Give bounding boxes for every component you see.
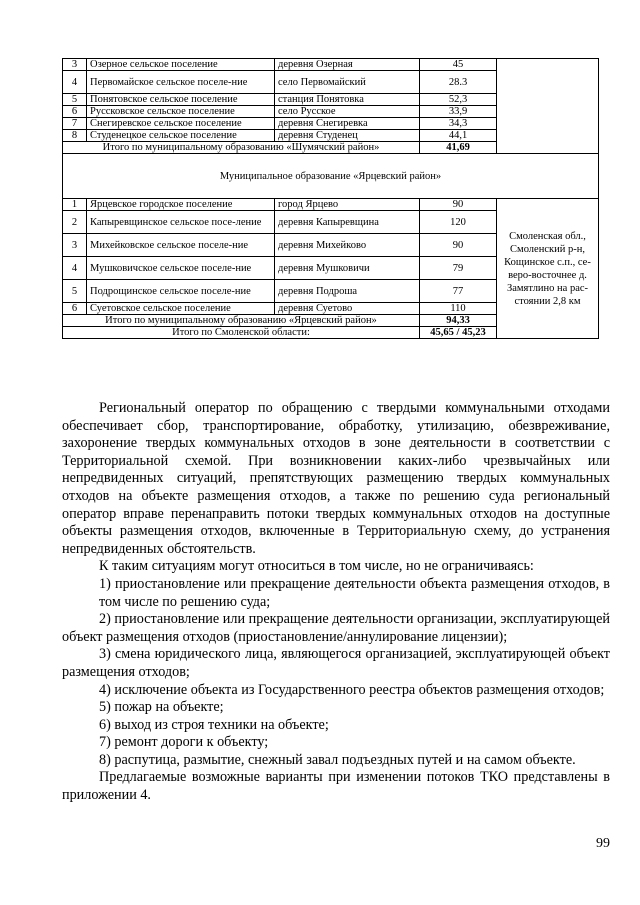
center-name: деревня Подроша — [275, 280, 420, 303]
total-label: Итого по муниципальному образованию «Ярцевский район» — [63, 315, 420, 327]
settlement-name: Мушковичское сельское поселе-ние — [87, 257, 275, 280]
distance-value: 28.3 — [420, 71, 497, 94]
center-name: город Ярцево — [275, 199, 420, 211]
center-name: деревня Мушковичи — [275, 257, 420, 280]
distance-value: 90 — [420, 199, 497, 211]
list-item: 2) приостановление или прекращение деятельности организации, эксплуатирующей объект размещения отходов (приостановление/аннулирование лицензии); — [62, 611, 610, 645]
settlement-name: Снегиревское сельское поселение — [87, 118, 275, 130]
settlement-name: Михейковское сельское поселе-ние — [87, 234, 275, 257]
total-value: 41,69 — [420, 142, 497, 154]
settlement-name: Капыревщинское сельское посе-ление — [87, 211, 275, 234]
settlement-name: Подрощинское сельское поселе-ние — [87, 280, 275, 303]
region-total-value: 45,65 / 45,23 — [420, 327, 497, 339]
row-number: 6 — [63, 106, 87, 118]
list-item: 4) исключение объекта из Государственного реестра объектов размещения отходов; — [99, 681, 605, 698]
center-name: деревня Снегиревка — [275, 118, 420, 130]
list-item: 3) смена юридического лица, являющегося организацией, эксплуатирующей объект размещения отходов; — [62, 646, 610, 680]
total-label: Итого по муниципальному образованию «Шумячский район» — [63, 142, 420, 154]
settlement-name: Студенецкое сельское поселение — [87, 130, 275, 142]
row-number: 2 — [63, 211, 87, 234]
empty-note-cell — [497, 59, 599, 154]
landfill-distance-table — [62, 58, 599, 339]
row-number: 1 — [63, 199, 87, 211]
row-number: 8 — [63, 130, 87, 142]
list-item: 1) приостановление или прекращение деятельности объекта размещения отходов, в том числе по решению суда; — [99, 575, 610, 610]
landfill-location-note: Смоленская обл., Смоленский р-н, Кощинское с.п., се-веро-восточнее д. Замятлино на рас-стоянии 2,8 км — [497, 199, 599, 339]
municipality-title: Муниципальное образование «Ярцевский район» — [63, 154, 599, 199]
center-name: деревня Студенец — [275, 130, 420, 142]
row-number: 7 — [63, 118, 87, 130]
settlement-name: Понятовское сельское поселение — [87, 94, 275, 106]
distance-value: 45 — [420, 59, 497, 71]
center-name: деревня Суетово — [275, 303, 420, 315]
list-item: 7) ремонт дороги к объекту; — [99, 734, 269, 751]
distance-value: 79 — [420, 257, 497, 280]
row-number: 6 — [63, 303, 87, 315]
table-row — [63, 199, 599, 211]
paragraph-appendix-reference: Предлагаемые возможные варианты при изменении потоков ТКО представлены в приложении 4. — [62, 769, 610, 804]
distance-value: 34,3 — [420, 118, 497, 130]
page-number: 99 — [596, 836, 610, 851]
row-number: 3 — [63, 59, 87, 71]
distance-value: 110 — [420, 303, 497, 315]
row-number: 4 — [63, 257, 87, 280]
center-name: деревня Капыревщина — [275, 211, 420, 234]
distance-value: 90 — [420, 234, 497, 257]
settlement-name: Руссковское сельское поселение — [87, 106, 275, 118]
row-number: 4 — [63, 71, 87, 94]
paragraph-situations-intro: К таким ситуациям могут относиться в том числе, но не ограничиваясь: — [99, 558, 534, 575]
distance-value: 33,9 — [420, 106, 497, 118]
list-item: 6) выход из строя техники на объекте; — [99, 716, 329, 733]
settlement-name: Озерное сельское поселение — [87, 59, 275, 71]
distance-value: 52,3 — [420, 94, 497, 106]
center-name: село Русское — [275, 106, 420, 118]
distance-value: 44,1 — [420, 130, 497, 142]
center-name: деревня Михейково — [275, 234, 420, 257]
settlement-name: Суетовское сельское поселение — [87, 303, 275, 315]
settlement-name: Ярцевское городское поселение — [87, 199, 275, 211]
center-name: село Первомайский — [275, 71, 420, 94]
center-name: деревня Озерная — [275, 59, 420, 71]
paragraph-regional-operator: Региональный оператор по обращению с твердыми коммунальными отходами обеспечивает сбор, транспортирование, обработку, утилизацию, обезвреживание, захоронение твердых коммунальных отходов в зоне деятельности в соответствии с Территориальной схемой. При возникновении каких-либо чрезвычайных или непредвиденных ситуаций, препятствующих размещению твердых коммунальных отходов на объекте размещения отходов, а также по решению суда региональный оператор вправе перенаправить потоки твердых коммунальных отходов на доступные объекты размещения отходов, включенные в Территориальную схему, до устранения непредвиденных обстоятельств. — [62, 400, 610, 557]
list-item: 5) пожар на объекте; — [99, 699, 224, 716]
distance-value: 77 — [420, 280, 497, 303]
settlement-name: Первомайское сельское поселе-ние — [87, 71, 275, 94]
row-number: 5 — [63, 94, 87, 106]
total-value: 94,33 — [420, 315, 497, 327]
list-item: 8) распутица, размытие, снежный завал подъездных путей и на самом объекте. — [99, 751, 576, 768]
row-number: 5 — [63, 280, 87, 303]
distance-value: 120 — [420, 211, 497, 234]
center-name: станция Понятовка — [275, 94, 420, 106]
body-text — [62, 400, 610, 805]
region-total-label: Итого по Смоленской области: — [63, 327, 420, 339]
row-number: 3 — [63, 234, 87, 257]
table-row — [63, 59, 599, 71]
municipality-header-row — [63, 154, 599, 199]
